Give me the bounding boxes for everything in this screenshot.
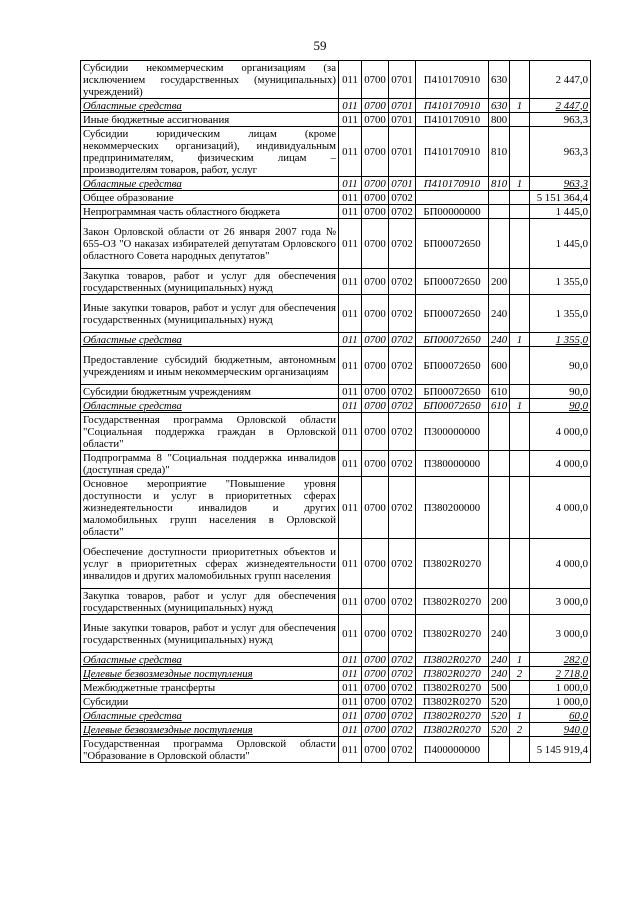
target-item-cell: П380000000	[416, 451, 489, 477]
funding-source-cell	[510, 113, 530, 127]
funding-source-cell: 1	[510, 99, 530, 113]
subsection-code-cell: 0702	[389, 723, 416, 737]
section-code-cell: 0700	[362, 385, 389, 399]
amount-cell: 963,3	[530, 177, 591, 191]
amount-cell: 282,0	[530, 653, 591, 667]
section-code-cell: 0700	[362, 205, 389, 219]
amount-cell: 5 151 364,4	[530, 191, 591, 205]
section-code-cell: 0700	[362, 615, 389, 653]
expense-type-cell: 600	[489, 347, 510, 385]
amount-cell: 2 718,0	[530, 667, 591, 681]
funding-source-cell	[510, 269, 530, 295]
subsection-code-cell: 0702	[389, 219, 416, 269]
table-row	[81, 589, 591, 615]
funding-source-cell	[510, 451, 530, 477]
ministry-code-cell: 011	[339, 695, 362, 709]
funding-source-cell	[510, 589, 530, 615]
row-name-cell: Иные бюджетные ассигнования	[81, 113, 339, 127]
funding-source-cell	[510, 477, 530, 539]
section-code-cell: 0700	[362, 177, 389, 191]
table-row	[81, 653, 591, 667]
section-code-cell: 0700	[362, 723, 389, 737]
ministry-code-cell: 011	[339, 477, 362, 539]
table-row	[81, 269, 591, 295]
expense-type-cell	[489, 477, 510, 539]
amount-cell: 4 000,0	[530, 477, 591, 539]
expense-type-cell: 610	[489, 385, 510, 399]
amount-cell: 1 000,0	[530, 695, 591, 709]
target-item-cell: БП00072650	[416, 347, 489, 385]
section-code-cell: 0700	[362, 127, 389, 177]
funding-source-cell	[510, 539, 530, 589]
expense-type-cell	[489, 451, 510, 477]
subsection-code-cell: 0702	[389, 191, 416, 205]
funding-source-cell: 1	[510, 399, 530, 413]
section-code-cell: 0700	[362, 539, 389, 589]
target-item-cell: П3802R0270	[416, 653, 489, 667]
row-name-cell: Областные средства	[81, 653, 339, 667]
table-row	[81, 615, 591, 653]
amount-cell: 90,0	[530, 385, 591, 399]
subsection-code-cell: 0702	[389, 653, 416, 667]
subsection-code-cell: 0702	[389, 681, 416, 695]
row-name-cell: Непрограммная часть областного бюджета	[81, 205, 339, 219]
expense-type-cell: 630	[489, 61, 510, 99]
table-row	[81, 127, 591, 177]
row-name-cell: Основное мероприятие "Повышение уровня доступности и услуг в приоритетных сферах жизнедеятельности инвалидов и других маломобильных групп населения в Орловской области"	[81, 477, 339, 539]
target-item-cell: П300000000	[416, 413, 489, 451]
table-row	[81, 695, 591, 709]
ministry-code-cell: 011	[339, 667, 362, 681]
subsection-code-cell: 0702	[389, 413, 416, 451]
row-name-cell: Закон Орловской области от 26 января 2007 года № 655-ОЗ "О наказах избирателей депутатам Орловского областного Совета народных депутатов"	[81, 219, 339, 269]
funding-source-cell	[510, 191, 530, 205]
row-name-cell: Межбюджетные трансферты	[81, 681, 339, 695]
ministry-code-cell: 011	[339, 709, 362, 723]
table-row	[81, 99, 591, 113]
table-row	[81, 295, 591, 333]
target-item-cell: П410170910	[416, 61, 489, 99]
amount-cell: 3 000,0	[530, 615, 591, 653]
target-item-cell: П3802R0270	[416, 695, 489, 709]
ministry-code-cell: 011	[339, 113, 362, 127]
ministry-code-cell: 011	[339, 269, 362, 295]
ministry-code-cell: 011	[339, 539, 362, 589]
table-row	[81, 385, 591, 399]
expense-type-cell: 240	[489, 333, 510, 347]
section-code-cell: 0700	[362, 219, 389, 269]
row-name-cell: Субсидии юридическим лицам (кроме некоммерческих организаций), индивидуальным предпринимателям, физическим лицам – производителям товаров, работ, услуг	[81, 127, 339, 177]
row-name-cell: Субсидии	[81, 695, 339, 709]
row-name-cell: Подпрограмма 8 "Социальная поддержка инвалидов (доступная среда)"	[81, 451, 339, 477]
funding-source-cell: 2	[510, 723, 530, 737]
amount-cell: 1 355,0	[530, 333, 591, 347]
table-row	[81, 333, 591, 347]
funding-source-cell: 1	[510, 177, 530, 191]
funding-source-cell	[510, 219, 530, 269]
amount-cell: 4 000,0	[530, 413, 591, 451]
expense-type-cell	[489, 539, 510, 589]
subsection-code-cell: 0702	[389, 269, 416, 295]
ministry-code-cell: 011	[339, 399, 362, 413]
table-row	[81, 667, 591, 681]
target-item-cell: БП00072650	[416, 333, 489, 347]
funding-source-cell	[510, 615, 530, 653]
row-name-cell: Иные закупки товаров, работ и услуг для обеспечения государственных (муниципальных) нужд	[81, 615, 339, 653]
funding-source-cell	[510, 385, 530, 399]
row-name-cell: Целевые безвозмездные поступления	[81, 723, 339, 737]
funding-source-cell	[510, 347, 530, 385]
page-number: 59	[313, 38, 327, 53]
section-code-cell: 0700	[362, 191, 389, 205]
amount-cell: 4 000,0	[530, 451, 591, 477]
table-row	[81, 191, 591, 205]
amount-cell: 1 355,0	[530, 295, 591, 333]
amount-cell: 963,3	[530, 113, 591, 127]
target-item-cell: П410170910	[416, 127, 489, 177]
table-row	[81, 205, 591, 219]
row-name-cell: Общее образование	[81, 191, 339, 205]
subsection-code-cell: 0701	[389, 127, 416, 177]
target-item-cell: П3802R0270	[416, 709, 489, 723]
table-row	[81, 219, 591, 269]
table-row	[81, 709, 591, 723]
table-row	[81, 61, 591, 99]
row-name-cell: Государственная программа Орловской области "Образование в Орловской области"	[81, 737, 339, 763]
ministry-code-cell: 011	[339, 589, 362, 615]
table-row	[81, 347, 591, 385]
row-name-cell: Закупка товаров, работ и услуг для обеспечения государственных (муниципальных) нужд	[81, 589, 339, 615]
subsection-code-cell: 0702	[389, 695, 416, 709]
target-item-cell: П410170910	[416, 113, 489, 127]
subsection-code-cell: 0702	[389, 615, 416, 653]
section-code-cell: 0700	[362, 333, 389, 347]
table-row	[81, 737, 591, 763]
funding-source-cell	[510, 413, 530, 451]
expense-type-cell	[489, 413, 510, 451]
ministry-code-cell: 011	[339, 385, 362, 399]
ministry-code-cell: 011	[339, 127, 362, 177]
expense-type-cell: 500	[489, 681, 510, 695]
section-code-cell: 0700	[362, 347, 389, 385]
amount-cell: 1 445,0	[530, 219, 591, 269]
expense-type-cell: 520	[489, 723, 510, 737]
table-row	[81, 723, 591, 737]
subsection-code-cell: 0702	[389, 399, 416, 413]
amount-cell: 5 145 919,4	[530, 737, 591, 763]
section-code-cell: 0700	[362, 709, 389, 723]
target-item-cell: БП00072650	[416, 399, 489, 413]
amount-cell: 3 000,0	[530, 589, 591, 615]
subsection-code-cell: 0702	[389, 589, 416, 615]
expense-type-cell	[489, 737, 510, 763]
amount-cell: 2 447,0	[530, 61, 591, 99]
ministry-code-cell: 011	[339, 219, 362, 269]
subsection-code-cell: 0702	[389, 385, 416, 399]
ministry-code-cell: 011	[339, 681, 362, 695]
expense-type-cell: 630	[489, 99, 510, 113]
amount-cell: 2 447,0	[530, 99, 591, 113]
budget-table	[80, 60, 591, 763]
expense-type-cell: 240	[489, 653, 510, 667]
subsection-code-cell: 0701	[389, 177, 416, 191]
subsection-code-cell: 0702	[389, 667, 416, 681]
target-item-cell: БП00072650	[416, 219, 489, 269]
amount-cell: 1 445,0	[530, 205, 591, 219]
target-item-cell: П3802R0270	[416, 667, 489, 681]
amount-cell: 90,0	[530, 399, 591, 413]
expense-type-cell: 810	[489, 177, 510, 191]
subsection-code-cell: 0702	[389, 347, 416, 385]
expense-type-cell	[489, 191, 510, 205]
table-row	[81, 477, 591, 539]
ministry-code-cell: 011	[339, 177, 362, 191]
ministry-code-cell: 011	[339, 61, 362, 99]
expense-type-cell	[489, 205, 510, 219]
ministry-code-cell: 011	[339, 451, 362, 477]
ministry-code-cell: 011	[339, 347, 362, 385]
ministry-code-cell: 011	[339, 205, 362, 219]
target-item-cell: БП00072650	[416, 385, 489, 399]
table-row	[81, 399, 591, 413]
expense-type-cell: 240	[489, 667, 510, 681]
expense-type-cell: 240	[489, 615, 510, 653]
target-item-cell: БП00000000	[416, 205, 489, 219]
target-item-cell: П3802R0270	[416, 615, 489, 653]
section-code-cell: 0700	[362, 589, 389, 615]
section-code-cell: 0700	[362, 477, 389, 539]
funding-source-cell	[510, 737, 530, 763]
amount-cell: 1 355,0	[530, 269, 591, 295]
amount-cell: 90,0	[530, 347, 591, 385]
target-item-cell: БП00072650	[416, 295, 489, 333]
target-item-cell: П380200000	[416, 477, 489, 539]
section-code-cell: 0700	[362, 695, 389, 709]
table-row	[81, 177, 591, 191]
ministry-code-cell: 011	[339, 99, 362, 113]
row-name-cell: Областные средства	[81, 177, 339, 191]
row-name-cell: Целевые безвозмездные поступления	[81, 667, 339, 681]
funding-source-cell	[510, 205, 530, 219]
subsection-code-cell: 0702	[389, 477, 416, 539]
ministry-code-cell: 011	[339, 653, 362, 667]
section-code-cell: 0700	[362, 653, 389, 667]
section-code-cell: 0700	[362, 269, 389, 295]
subsection-code-cell: 0702	[389, 333, 416, 347]
funding-source-cell	[510, 681, 530, 695]
row-name-cell: Иные закупки товаров, работ и услуг для обеспечения государственных (муниципальных) нужд	[81, 295, 339, 333]
subsection-code-cell: 0702	[389, 737, 416, 763]
row-name-cell: Областные средства	[81, 99, 339, 113]
amount-cell: 4 000,0	[530, 539, 591, 589]
subsection-code-cell: 0701	[389, 113, 416, 127]
funding-source-cell: 1	[510, 333, 530, 347]
funding-source-cell: 1	[510, 653, 530, 667]
ministry-code-cell: 011	[339, 413, 362, 451]
row-name-cell: Закупка товаров, работ и услуг для обеспечения государственных (муниципальных) нужд	[81, 269, 339, 295]
section-code-cell: 0700	[362, 113, 389, 127]
section-code-cell: 0700	[362, 681, 389, 695]
section-code-cell: 0700	[362, 413, 389, 451]
target-item-cell: П410170910	[416, 177, 489, 191]
target-item-cell: П3802R0270	[416, 723, 489, 737]
section-code-cell: 0700	[362, 61, 389, 99]
section-code-cell: 0700	[362, 737, 389, 763]
subsection-code-cell: 0702	[389, 451, 416, 477]
table-row	[81, 113, 591, 127]
section-code-cell: 0700	[362, 451, 389, 477]
table-row	[81, 413, 591, 451]
funding-source-cell	[510, 61, 530, 99]
ministry-code-cell: 011	[339, 615, 362, 653]
row-name-cell: Обеспечение доступности приоритетных объектов и услуг в приоритетных сферах жизнедеятельности инвалидов и других маломобильных групп населения	[81, 539, 339, 589]
section-code-cell: 0700	[362, 667, 389, 681]
table-row	[81, 451, 591, 477]
funding-source-cell: 2	[510, 667, 530, 681]
funding-source-cell: 1	[510, 709, 530, 723]
expense-type-cell: 200	[489, 589, 510, 615]
target-item-cell: П3802R0270	[416, 539, 489, 589]
amount-cell: 1 000,0	[530, 681, 591, 695]
ministry-code-cell: 011	[339, 295, 362, 333]
ministry-code-cell: 011	[339, 191, 362, 205]
target-item-cell	[416, 191, 489, 205]
funding-source-cell	[510, 295, 530, 333]
row-name-cell: Областные средства	[81, 399, 339, 413]
table-row	[81, 539, 591, 589]
section-code-cell: 0700	[362, 295, 389, 333]
table-row	[81, 681, 591, 695]
target-item-cell: П3802R0270	[416, 681, 489, 695]
funding-source-cell	[510, 127, 530, 177]
expense-type-cell: 610	[489, 399, 510, 413]
expense-type-cell	[489, 219, 510, 269]
row-name-cell: Государственная программа Орловской области "Социальная поддержка граждан в Орловской области"	[81, 413, 339, 451]
subsection-code-cell: 0701	[389, 99, 416, 113]
row-name-cell: Предоставление субсидий бюджетным, автономным учреждениям и иным некоммерческим организациям	[81, 347, 339, 385]
ministry-code-cell: 011	[339, 737, 362, 763]
expense-type-cell: 520	[489, 695, 510, 709]
section-code-cell: 0700	[362, 99, 389, 113]
row-name-cell: Областные средства	[81, 709, 339, 723]
target-item-cell: БП00072650	[416, 269, 489, 295]
amount-cell: 963,3	[530, 127, 591, 177]
subsection-code-cell: 0701	[389, 61, 416, 99]
target-item-cell: П400000000	[416, 737, 489, 763]
row-name-cell: Областные средства	[81, 333, 339, 347]
subsection-code-cell: 0702	[389, 205, 416, 219]
expense-type-cell: 800	[489, 113, 510, 127]
expense-type-cell: 240	[489, 295, 510, 333]
expense-type-cell: 520	[489, 709, 510, 723]
amount-cell: 940,0	[530, 723, 591, 737]
amount-cell: 60,0	[530, 709, 591, 723]
expense-type-cell: 810	[489, 127, 510, 177]
subsection-code-cell: 0702	[389, 539, 416, 589]
row-name-cell: Субсидии некоммерческим организациям (за исключением государственных (муниципальных) учреждений)	[81, 61, 339, 99]
expense-type-cell: 200	[489, 269, 510, 295]
subsection-code-cell: 0702	[389, 295, 416, 333]
row-name-cell: Субсидии бюджетным учреждениям	[81, 385, 339, 399]
ministry-code-cell: 011	[339, 723, 362, 737]
target-item-cell: П3802R0270	[416, 589, 489, 615]
ministry-code-cell: 011	[339, 333, 362, 347]
subsection-code-cell: 0702	[389, 709, 416, 723]
target-item-cell: П410170910	[416, 99, 489, 113]
section-code-cell: 0700	[362, 399, 389, 413]
funding-source-cell	[510, 695, 530, 709]
